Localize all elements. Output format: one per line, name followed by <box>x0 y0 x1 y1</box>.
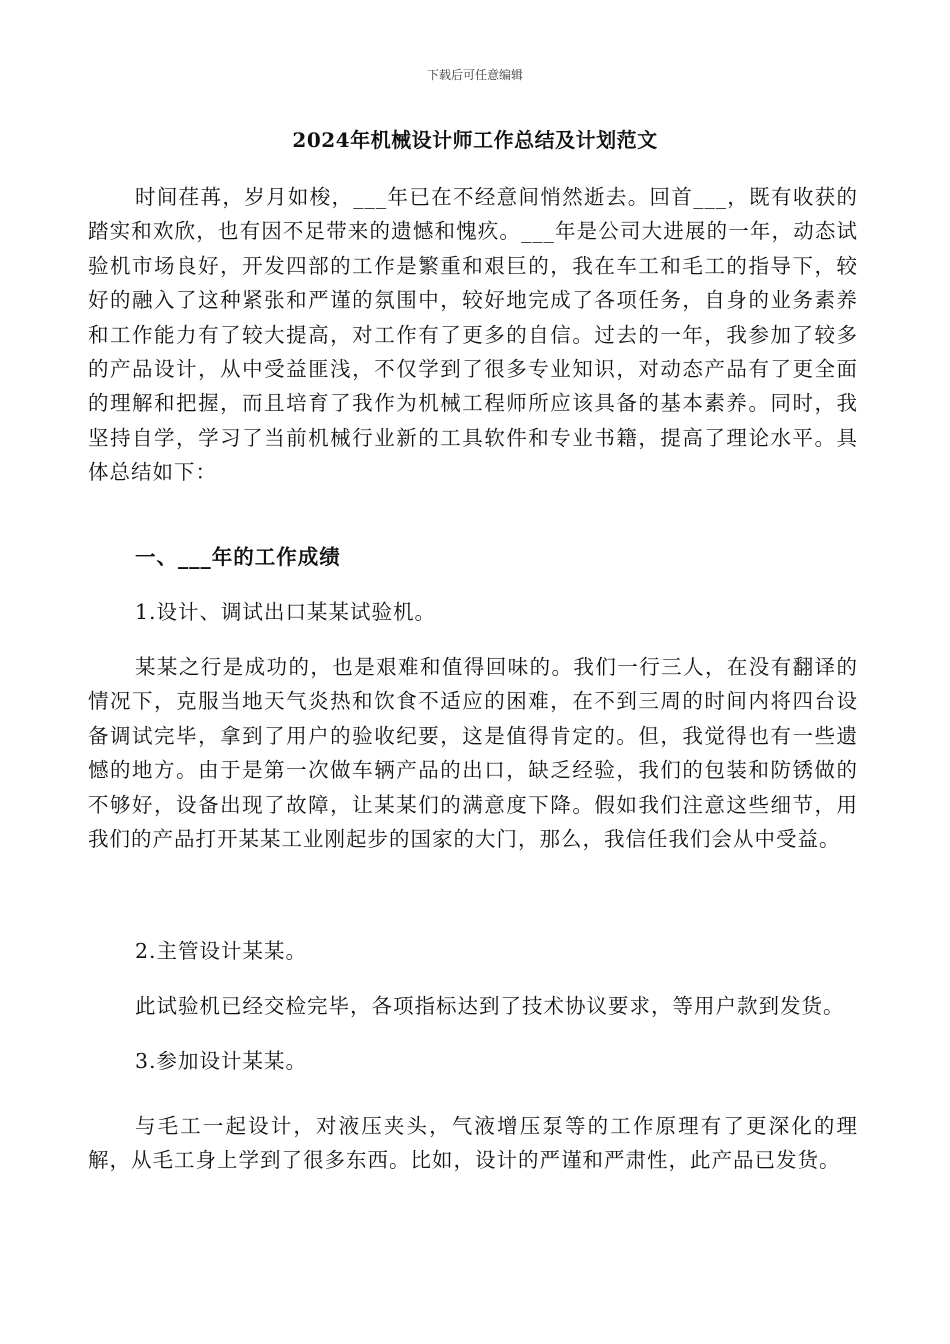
intro-paragraph: 时间荏苒，岁月如梭，___年已在不经意间悄然逝去。回首___，既有收获的踏实和欢欣，也有因不足带来的遗憾和愧疚。___年是公司大进展的一年，动态试验机市场良好，开发四部的工作是繁重和艰巨的，我在车工和毛工的指导下，较好的融入了这种紧张和严谨的氛围中，较好地完成了各项任务，自身的业务素养和工作能力有了较大提高，对工作有了更多的自信。过去的一年，我参加了较多的产品设计，从中受益匪浅，不仅学到了很多专业知识，对动态产品有了更全面的理解和把握，而且培育了我作为机械工程师所应该具备的基本素养。同时，我坚持自学，学习了当前机械行业新的工具软件和专业书籍，提高了理论水平。具体总结如下： <box>88 185 858 485</box>
document-title: 2024年机械设计师工作总结及计划范文 <box>292 128 658 152</box>
item3-paragraph: 与毛工一起设计，对液压夹头，气液增压泵等的工作原理有了更深化的理解，从毛工身上学到了很多东西。比如，设计的严谨和严肃性，此产品已发货。 <box>88 1114 858 1173</box>
item2-paragraph: 此试验机已经交检完毕，各项指标达到了技术协议要求，等用户款到发货。 <box>135 994 845 1018</box>
section-heading: 一、___年的工作成绩 <box>135 545 341 569</box>
item1-paragraph: 某某之行是成功的，也是艰难和值得回味的。我们一行三人，在没有翻译的情况下，克服当地天气炎热和饮食不适应的困难，在不到三周的时间内将四台设备调试完毕，拿到了用户的验收纪要，这是值得肯定的。但，我觉得也有一些遗憾的地方。由于是第一次做车辆产品的出口，缺乏经验，我们的包装和防锈做的不够好，设备出现了故障，让某某们的满意度下降。假如我们注意这些细节，用我们的产品打开某某工业刚起步的国家的大门，那么，我信任我们会从中受益。 <box>88 655 858 852</box>
item2-title: 2.主管设计某某。 <box>135 939 308 963</box>
item3-title: 3.参加设计某某。 <box>135 1049 308 1073</box>
header-note: 下载后可任意编辑 <box>426 68 523 82</box>
item1-title: 1.设计、调试出口某某试验机。 <box>135 600 437 624</box>
